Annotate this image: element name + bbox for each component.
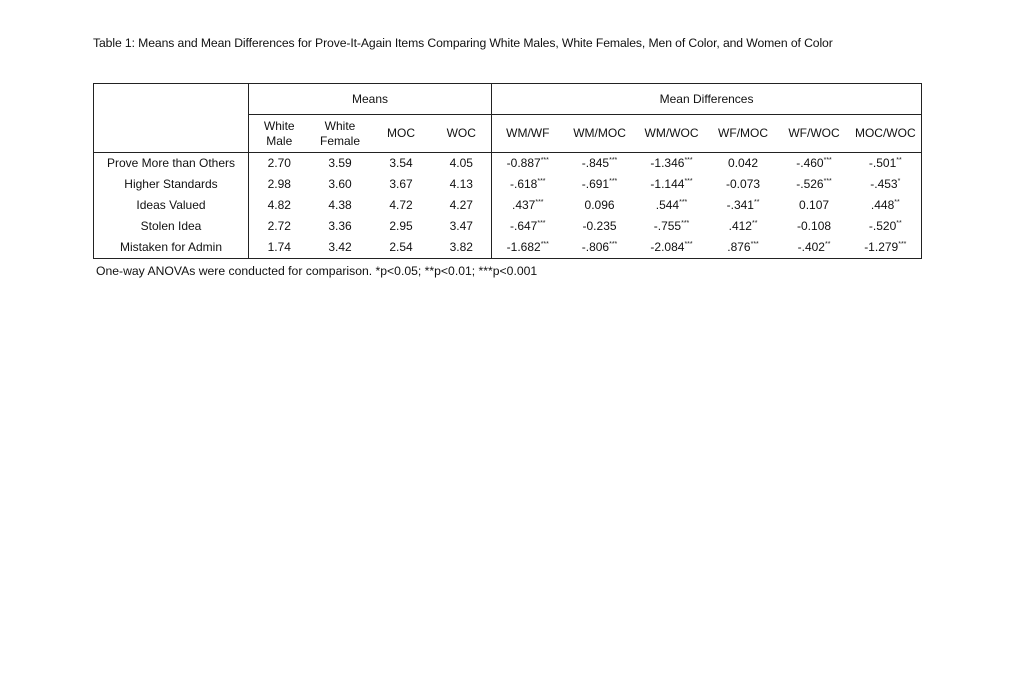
difference-cell: -0.108 xyxy=(797,219,832,233)
difference-cell: -0.235 xyxy=(582,219,617,233)
significance-marker: *** xyxy=(609,178,618,185)
significance-marker: ** xyxy=(896,157,902,164)
difference-cell: 0.107 xyxy=(799,198,830,212)
difference-cell: -.402** xyxy=(797,240,831,254)
mean-cell: 3.42 xyxy=(328,240,352,254)
significance-marker: *** xyxy=(537,220,546,227)
significance-marker: *** xyxy=(609,241,618,248)
column-header-difference: MOC/WOC xyxy=(850,115,922,153)
row-label: Mistaken for Admin xyxy=(94,237,249,259)
group-header-mean-differences: Mean Differences xyxy=(492,84,922,115)
difference-cell: -0.073 xyxy=(726,177,761,191)
significance-marker: ** xyxy=(824,241,831,248)
difference-cell: .412** xyxy=(728,219,758,233)
column-header-difference: WM/MOC xyxy=(564,115,636,153)
header-blank-cell xyxy=(94,84,249,153)
difference-cell: -.806*** xyxy=(581,240,618,254)
mean-cell: 3.47 xyxy=(432,216,492,237)
difference-cell: -1.279*** xyxy=(864,240,907,254)
significance-marker: ** xyxy=(894,199,900,206)
table-row xyxy=(94,216,922,237)
mean-cell: 2.72 xyxy=(267,219,291,233)
significance-marker: *** xyxy=(684,157,693,164)
difference-cell: -.520** xyxy=(868,219,902,233)
mean-cell: 2.98 xyxy=(267,177,291,191)
group-header-means: Means xyxy=(249,84,492,115)
difference-cell: -.526*** xyxy=(796,177,832,191)
difference-cell: -1.346*** xyxy=(650,156,693,170)
difference-cell: 0.042 xyxy=(728,156,759,170)
mean-cell: 4.27 xyxy=(432,195,492,216)
mean-cell: 2.70 xyxy=(267,156,291,170)
column-header-difference: WM/WF xyxy=(492,115,564,153)
significance-marker: *** xyxy=(537,178,546,185)
column-header-difference: WF/MOC xyxy=(708,115,779,153)
significance-marker: *** xyxy=(609,157,618,164)
mean-cell: 3.59 xyxy=(328,156,352,170)
significance-marker: *** xyxy=(750,241,759,248)
row-label: Prove More than Others xyxy=(94,153,249,175)
table-row xyxy=(94,195,922,216)
table-body xyxy=(94,153,922,259)
difference-cell: -.501** xyxy=(868,156,902,170)
mean-cell: 3.60 xyxy=(328,177,352,191)
mean-cell: 4.38 xyxy=(328,198,352,212)
significance-marker: *** xyxy=(535,199,544,206)
significance-marker: *** xyxy=(898,241,907,248)
difference-cell: -.691*** xyxy=(581,177,618,191)
significance-marker: *** xyxy=(540,157,549,164)
mean-cell: 3.54 xyxy=(389,156,413,170)
mean-cell: 3.82 xyxy=(432,237,492,259)
significance-marker: *** xyxy=(823,178,832,185)
mean-cell: 3.67 xyxy=(389,177,413,191)
table-row xyxy=(94,174,922,195)
significance-marker: * xyxy=(897,178,901,185)
significance-marker: *** xyxy=(823,157,832,164)
significance-marker: *** xyxy=(540,241,549,248)
mean-cell: 4.72 xyxy=(389,198,413,212)
row-label: Stolen Idea xyxy=(94,216,249,237)
difference-cell: .448** xyxy=(870,198,900,212)
mean-cell: 2.54 xyxy=(389,240,413,254)
difference-cell: -.647*** xyxy=(510,219,546,233)
row-label: Higher Standards xyxy=(94,174,249,195)
row-label: Ideas Valued xyxy=(94,195,249,216)
difference-cell: .437*** xyxy=(512,198,544,212)
difference-cell: -.460*** xyxy=(796,156,832,170)
difference-cell: .876*** xyxy=(727,240,759,254)
mean-cell: 3.36 xyxy=(328,219,352,233)
mean-cell: 1.74 xyxy=(267,240,291,254)
column-header-difference: WM/WOC xyxy=(636,115,708,153)
difference-cell: -1.682*** xyxy=(506,240,549,254)
mean-cell: 4.13 xyxy=(432,174,492,195)
column-header-mean: MOC xyxy=(371,115,432,153)
difference-cell: -.453* xyxy=(870,177,901,191)
difference-cell: -.618*** xyxy=(510,177,546,191)
significance-marker: ** xyxy=(896,220,902,227)
significance-marker: *** xyxy=(681,220,690,227)
difference-cell: -1.144*** xyxy=(650,177,693,191)
significance-marker: ** xyxy=(753,199,760,206)
mean-cell: 4.05 xyxy=(432,153,492,175)
difference-cell: -.341** xyxy=(726,198,760,212)
difference-cell: 0.096 xyxy=(584,198,615,212)
difference-cell: -.755*** xyxy=(653,219,690,233)
difference-cell: -0.887*** xyxy=(506,156,549,170)
means-table xyxy=(93,83,922,259)
table-row xyxy=(94,237,922,259)
column-header-mean: WOC xyxy=(432,115,492,153)
difference-cell: -2.084*** xyxy=(650,240,693,254)
table-row xyxy=(94,153,922,175)
table-caption: Table 1: Means and Mean Differences for Prove-It-Again Items Comparing White Males, White Females, Men of Color, and Women of Color xyxy=(93,36,833,50)
difference-cell: -.845*** xyxy=(581,156,618,170)
column-header-difference: WF/WOC xyxy=(779,115,850,153)
significance-marker: *** xyxy=(684,178,693,185)
significance-marker: *** xyxy=(684,241,693,248)
column-header-mean: White Male xyxy=(249,115,310,153)
mean-cell: 4.82 xyxy=(267,198,291,212)
significance-marker: *** xyxy=(679,199,688,206)
table-footnote: One-way ANOVAs were conducted for comparison. *p<0.05; **p<0.01; ***p<0.001 xyxy=(96,264,538,278)
column-header-mean: White Female xyxy=(310,115,371,153)
mean-cell: 2.95 xyxy=(389,219,413,233)
significance-marker: ** xyxy=(751,220,758,227)
difference-cell: .544*** xyxy=(655,198,688,212)
